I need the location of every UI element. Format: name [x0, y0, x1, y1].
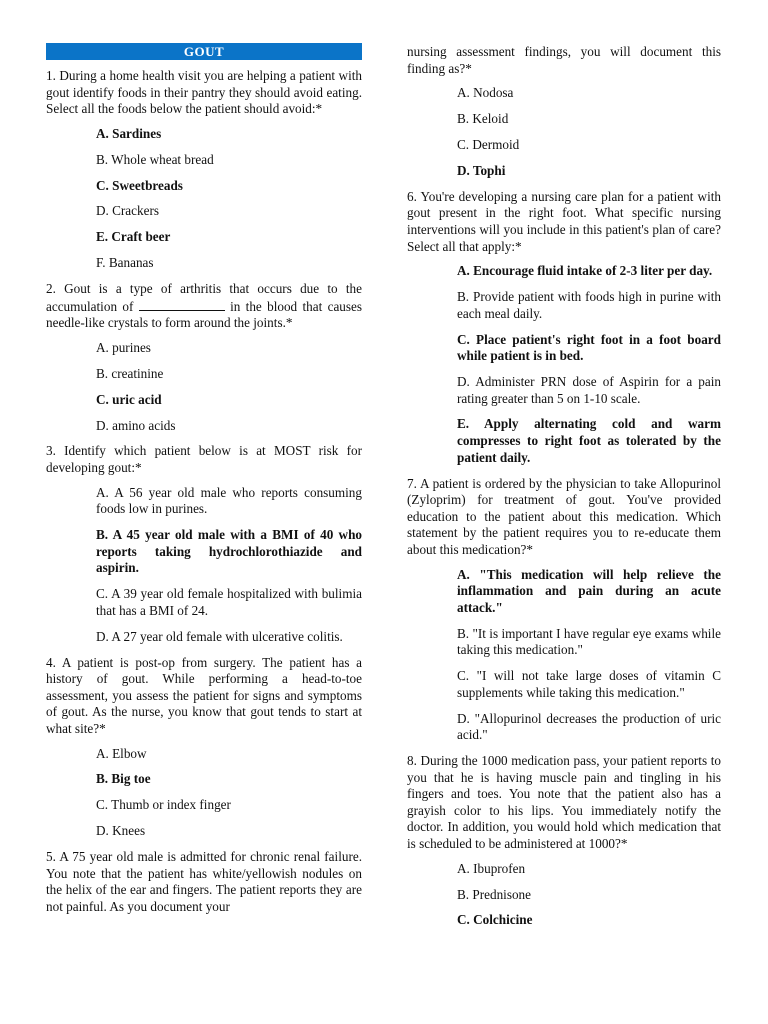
q2-option-d: D. amino acids [96, 417, 176, 433]
q2-option-c: C. uric acid [96, 391, 162, 407]
q1-option-e: E. Craft beer [96, 229, 171, 245]
q5-option-d: D. Tophi [457, 162, 506, 178]
q3-option-b: B. A 45 year old male with a BMI of 40 who reports taking hydrochlorothiazide and aspirin. [96, 527, 362, 576]
question-7: 7. A patient is ordered by the physician to take Allopurinol (Zyloprim) for treatment of gout. You've provided education to the patient about this medication. Which statement by the patient requires you to re-educate them about this medication?* [407, 475, 721, 557]
q7-option-a: A. "This medication will help relieve the inflammation and pain during an acute attack." [457, 566, 721, 615]
question-6: 6. You're developing a nursing care plan for a patient with gout present in the right foot. What specific nursing interventions will you include in this patient's plan of care? Select all that apply:* [407, 188, 721, 254]
q4-option-b: B. Big toe [96, 771, 151, 787]
q1-option-f: F. Bananas [96, 255, 154, 271]
question-5: 5. A 75 year old male is admitted for chronic renal failure. You note that the patient has white/yellowish nodules on the helix of the ear and fingers. The patient reports they are not painful. As you document your [46, 849, 362, 914]
q5-option-b: B. Keloid [457, 111, 509, 127]
q7-option-b: B. "It is important I have regular eye exams while taking this medication." [457, 625, 721, 658]
q7-option-d: D. "Allopurinol decreases the production of uric acid." [457, 710, 721, 743]
q1-option-a: A. Sardines [96, 125, 162, 141]
q6-option-e: E. Apply alternating cold and warm compresses to right foot as tolerated by the patient daily. [457, 416, 721, 465]
q6-option-c: C. Place patient's right foot in a foot board while patient is in bed. [457, 331, 721, 364]
q4-option-a: A. Elbow [96, 745, 147, 761]
q6-option-b: B. Provide patient with foods high in purine with each meal daily. [457, 289, 721, 321]
q5-option-a: A. Nodosa [457, 85, 514, 101]
q1-option-b: B. Whole wheat bread [96, 151, 214, 167]
question-3: 3. Identify which patient below is at MOST risk for developing gout:* [46, 443, 362, 476]
q6-option-d: D. Administer PRN dose of Aspirin for a pain rating greater than 5 on 1-10 scale. [457, 373, 721, 406]
section-title: GOUT [46, 43, 362, 60]
question-8: 8. During the 1000 medication pass, your patient reports to you that he is having muscle pain and tingling in his fingers and toes. You note that the patient also has a grayish color to his lips. You immediately notify the doctor. In addition, you would hold which medication that is scheduled to be administered at 1000?* [407, 753, 721, 852]
q2-option-a: A. purines [96, 339, 151, 355]
q5-option-c: C. Dermoid [457, 136, 520, 152]
question-4: 4. A patient is post-op from surgery. The patient has a history of gout. While performing a head-to-toe assessment, you assess the patient for signs and symptoms of gout. As the nurse, you know that gout tends to start at what site?* [46, 654, 362, 736]
question-1: 1. During a home health visit you are helping a patient with gout identify foods in their pantry they should avoid eating. Select all the foods below the patient should avoid:* [46, 68, 362, 117]
q3-option-d: D. A 27 year old female with ulcerative colitis. [96, 628, 343, 644]
q3-option-c: C. A 39 year old female hospitalized with bulimia that has a BMI of 24. [96, 586, 362, 618]
left-column [46, 43, 362, 924]
q2-text-after: in the blood that causes needle-like crystals to form around the joints.* [46, 298, 363, 331]
q8-option-a: A. Ibuprofen [457, 860, 526, 876]
q3-option-a: A. A 56 year old male who reports consuming foods low in purines. [96, 484, 362, 517]
q4-option-d: D. Knees [96, 823, 146, 839]
question-2 [46, 281, 362, 332]
q1-option-d: D. Crackers [96, 203, 159, 219]
question-5-continued: nursing assessment findings, you will document this finding as?* [407, 44, 721, 76]
q4-option-c: C. Thumb or index finger [96, 797, 231, 813]
q2-text-before: 2. Gout is a type of arthritis that occurs due to the accumulation of [46, 281, 362, 314]
q8-option-b: B. Prednisone [457, 886, 531, 902]
q8-option-c: C. Colchicine [457, 912, 533, 928]
q7-option-c: C. "I will not take large doses of vitamin C supplements while taking this medication." [457, 668, 721, 700]
fill-in-blank [139, 298, 225, 311]
q2-option-b: B. creatinine [96, 365, 164, 381]
right-column [407, 44, 721, 938]
q6-option-a: A. Encourage fluid intake of 2-3 liter per day. [457, 263, 713, 279]
q1-option-c: C. Sweetbreads [96, 177, 183, 193]
